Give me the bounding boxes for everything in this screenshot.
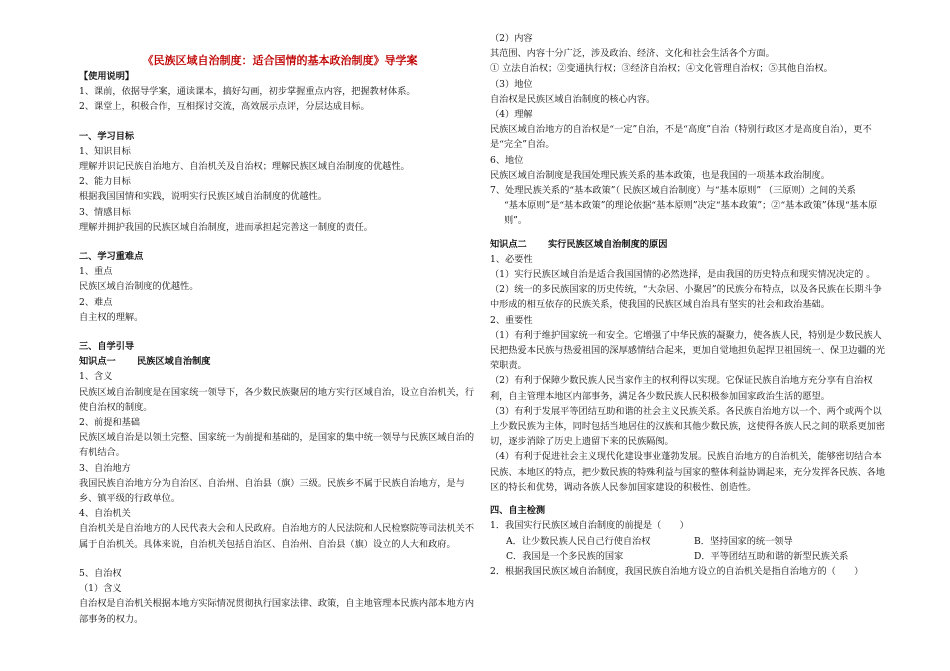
text-line: 自治权是民族区域自治制度的核心内容。 <box>490 93 656 105</box>
usage-item-1: 1、课前，依据导学案，通读课本，搞好勾画，初步掌握重点内容，把握教材体系。 <box>79 86 416 98</box>
text-line: 我国民族自治地方分为自治区、自治州、自治县（旗）三级。民族乡不属于民族自治地方，是与乡、镇平级的行政单位。 <box>79 477 465 505</box>
section-heading-self-check: 四、自主检测 <box>490 505 546 517</box>
text-line: （1）含义 <box>79 583 122 595</box>
text-line: 民族区域自治制度是我国处理民族关系的基本政策，也是我国的一项基本政治制度。 <box>490 169 830 181</box>
question-1: 1．我国实行民族区域自治制度的前提是（ ） <box>490 520 689 532</box>
text-line: 2、难点 <box>79 296 113 308</box>
page-title: 《民族区域自治制度：适合国情的基本政治制度》导学案 <box>142 54 418 67</box>
knowledge-point-2 <box>490 237 890 252</box>
text-line: 1、重点 <box>79 266 113 278</box>
text-line: 理解并识记民族自治地方、自治机关及自治权；理解民族区域自治制度的优越性。 <box>79 161 410 173</box>
section-heading-self-study: 三、自学引导 <box>79 341 135 353</box>
text-line: “基本原则”是“基本政策”的理论依据“基本原则”决定“基本政策”；②“基本政策”体现“基本原则”。 <box>504 200 878 227</box>
text-line: 1、必要性 <box>490 253 533 265</box>
text-line: （2）有利于保障少数民族人民当家作主的权利得以实现。它保证民族自治地方充分享有自治权利，自主管理本地区内部事务，满足各少数民族人民积极参加国家政治生活的愿望。 <box>490 375 873 402</box>
text-line: 5、自治权 <box>79 567 122 579</box>
text-line: 3、情感目标 <box>79 206 131 218</box>
text-line: ① 立法自治权；②变通执行权；③经济自治权；④文化管理自治权；⑤其他自治权。 <box>490 63 833 75</box>
usage-heading: 【使用说明】 <box>79 71 135 82</box>
section-heading-keypoints: 二、学习重难点 <box>79 251 144 263</box>
text-line: 自治权是自治机关根据本地方实际情况贯彻执行国家法律、政策，自主地管理本民族内部本地方内部事务的权力。 <box>79 598 475 625</box>
question-1-options-row-2 <box>490 549 890 564</box>
text-line: 民族区域自治制度是在国家统一领导下，各少数民族聚居的地方实行区域自治，设立自治机关，行使自治权的制度。 <box>79 386 475 413</box>
option-d: D．平等团结互助和谐的新型民族关系 <box>694 550 849 562</box>
kp1-label: 知识点一 <box>79 356 116 368</box>
left-column <box>79 0 481 627</box>
option-c: C．我国是一个多民族的国家 <box>506 550 624 562</box>
text-line: （1）有利于维护国家统一和安全。它增强了中华民族的凝聚力，使各族人民，特别是少数民族人民把热爱本民族与热爱祖国的深厚感情结合起来，更加自觉地担负起捍卫祖国统一、保卫边疆的光荣职责。 <box>490 329 886 372</box>
option-a: A．让少数民族人民自己行使自治权 <box>506 535 651 547</box>
text-line: 其范围、内容十分广泛，涉及政治、经济、文化和社会生活各个方面。 <box>490 48 775 60</box>
text-line: 3、自治地方 <box>79 462 131 474</box>
question-2: 2．根据我国民族区域自治制度，我国民族自治地方设立的自治机关是指自治地方的（ ） <box>490 565 864 577</box>
text-line: 1、含义 <box>79 371 113 383</box>
text-line: （2）内容 <box>490 33 533 44</box>
right-column <box>490 0 890 579</box>
option-b: B．坚持国家的统一领导 <box>694 535 793 547</box>
usage-item-2: 2、课堂上，积极合作，互相探讨交流，高效展示点评，分层达成目标。 <box>79 101 370 113</box>
text-line: （2）统一的多民族国家的历史传统，“大杂居、小聚居”的民族分布特点，以及各民族在长期斗争中形成的相互依存的民族关系，使我国的民族区域自治具有坚实的社会和政治基础。 <box>490 284 882 311</box>
text-line: 民族区域自治是以领土完整、国家统一为前提和基础的，是国家的集中统一领导与民族区域自治的有机结合。 <box>79 432 475 459</box>
text-line: 7、处理民族关系的“基本政策”（ 民族区域自治制度）与“基本原则” （三原则）之间的关系 <box>490 185 856 197</box>
question-1-options-row-1 <box>490 534 890 549</box>
text-line: （4）有利于促进社会主义现代化建设事业蓬勃发展。民族自治地方的自治机关，能够密切结合本民族、本地区的特点，把少数民族的特殊利益与国家的整体利益协调起来，充分发挥各民族、各地区的特长和优势，调动各族人民参加国家建设的积极性、创造性。 <box>490 451 886 493</box>
kp2-title: 实行民族区域自治制度的原因 <box>548 238 668 250</box>
text-line: 6、地位 <box>490 154 524 166</box>
kp1-title: 民族区域自治制度 <box>137 356 211 368</box>
text-line: 理解并拥护我国的民族区域自治制度，进而承担起完善这一制度的责任。 <box>79 221 373 233</box>
text-line: 4、自治机关 <box>79 508 131 520</box>
section-heading-goals: 一、学习目标 <box>79 130 135 142</box>
text-line: 民族区域自治地方的自治权是“一定”自治，不是“高度”自治（特别行政区才是高度自治），更不是“完全”自治。 <box>490 124 872 151</box>
text-line: （1）实行民族区域自治是适合我国国情的必然选择，是由我国的历史特点和现实情况决定的 。 <box>490 269 876 281</box>
text-line: 根据我国国情和实践，说明实行民族区域自治制度的优越性。 <box>79 191 328 203</box>
text-line: 2、前提和基础 <box>79 417 140 429</box>
text-line: 自治机关是自治地方的人民代表大会和人民政府。自治地方的人民法院和人民检察院等司法机关不属于自治机关。具体来说，自治机关包括自治区、自治州、自治县（旗）设立的人大和政府。 <box>79 523 475 550</box>
text-line: （3）地位 <box>490 78 533 90</box>
text-line: （3）有利于发展平等团结互助和谐的社会主义民族关系。各民族自治地方以一个、两个或两个以上少数民族为主体，同时包括当地居住的汉族和其他少数民族，这使得各族人民之间的联系更加密切，逐步消除了历史上遗留下来的民族隔阂。 <box>490 405 886 448</box>
text-line: 1、知识目标 <box>79 145 131 157</box>
text-line: 2、重要性 <box>490 314 533 326</box>
kp2-label: 知识点二 <box>490 238 527 250</box>
text-line: 民族区域自治制度的优越性。 <box>79 281 199 293</box>
text-line: 自主权的理解。 <box>79 311 144 323</box>
text-line: 2、能力目标 <box>79 176 131 188</box>
text-line: （4）理解 <box>490 109 533 121</box>
knowledge-point-1 <box>79 354 481 369</box>
